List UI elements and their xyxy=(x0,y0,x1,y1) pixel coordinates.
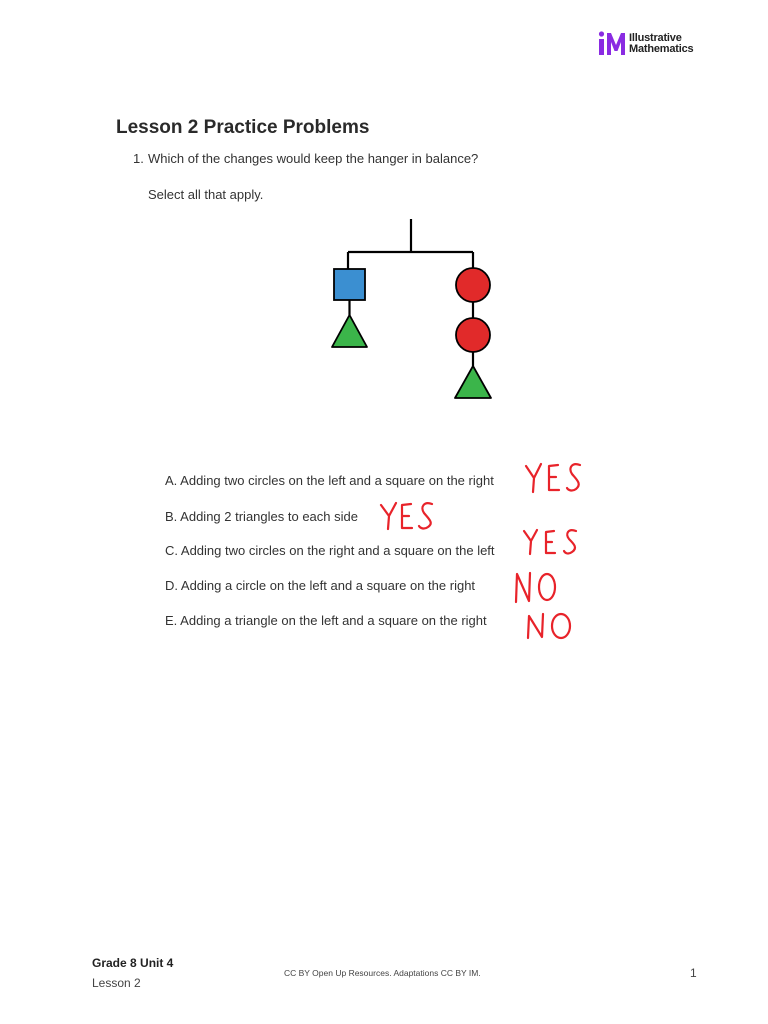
hanger-diagram xyxy=(320,215,510,405)
question-instruction: Select all that apply. xyxy=(148,187,264,202)
right-triangle xyxy=(455,366,491,398)
page-title: Lesson 2 Practice Problems xyxy=(116,117,370,138)
handwritten-answer-b xyxy=(378,498,438,534)
handwritten-answer-c xyxy=(520,525,582,559)
logo-line-2: Mathematics xyxy=(629,43,694,55)
left-square xyxy=(334,269,365,300)
im-logo-icon xyxy=(598,31,626,57)
footer-unit: Grade 8 Unit 4 xyxy=(92,956,174,970)
illustrative-mathematics-logo xyxy=(598,31,708,59)
page-number: 1 xyxy=(690,966,697,980)
question-text: Which of the changes would keep the hanger in balance? xyxy=(148,151,479,166)
question-number: 1. xyxy=(133,151,144,166)
logo-wordmark xyxy=(629,33,693,55)
option-d: D. Adding a circle on the left and a square on the right xyxy=(165,578,476,593)
option-b: B. Adding 2 triangles to each side xyxy=(165,509,358,524)
option-a: A. Adding two circles on the left and a square on the right xyxy=(165,473,494,488)
handwritten-answer-d xyxy=(512,568,560,606)
handwritten-answer-a xyxy=(522,458,586,496)
footer-lesson: Lesson 2 xyxy=(92,976,141,990)
option-c: C. Adding two circles on the right and a square on the left xyxy=(165,543,495,558)
right-circle-top xyxy=(456,268,490,302)
left-triangle xyxy=(332,315,367,347)
footer-license: CC BY Open Up Resources. Adaptations CC BY IM. xyxy=(284,968,481,978)
logo-line-1: Illustrative xyxy=(629,32,682,44)
right-circle-bottom xyxy=(456,318,490,352)
option-e: E. Adding a triangle on the left and a square on the right xyxy=(165,613,487,628)
handwritten-answer-e xyxy=(524,608,574,642)
